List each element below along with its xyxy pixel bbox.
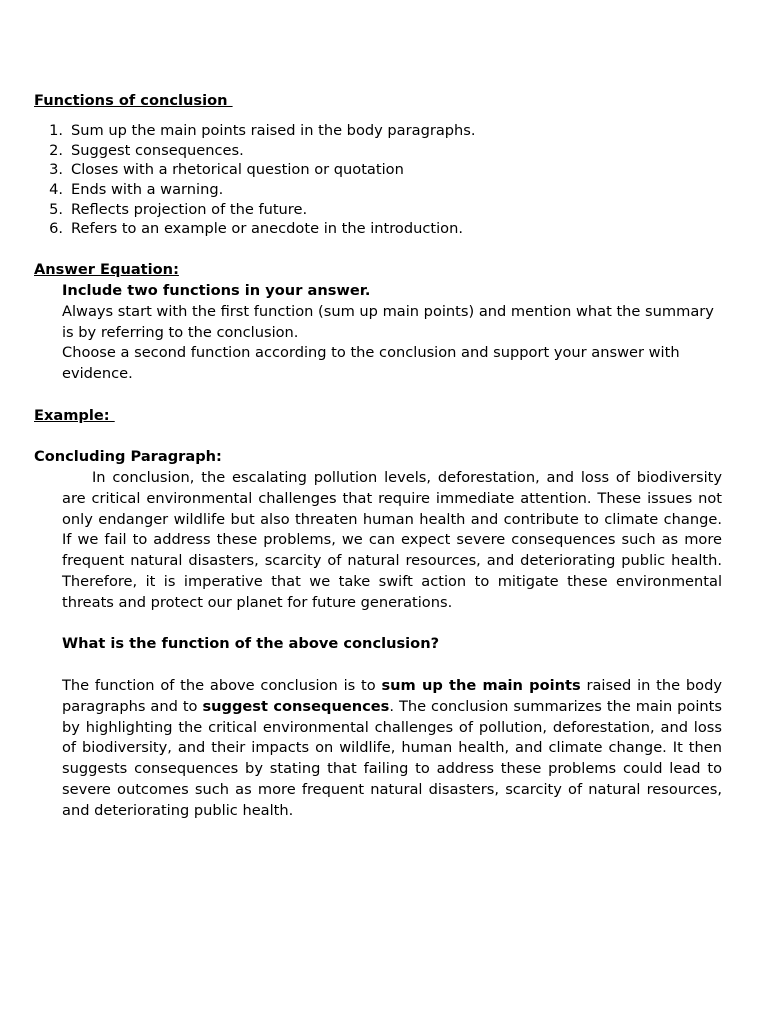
functions-list: [34, 121, 734, 239]
concluding-paragraph: In conclusion, the escalating pollution levels, deforestation, and loss of biodiversity are critical environmental challenges that require immediate attention. These issues not only endanger wildlife but also threaten human health and contribute to climate change. If we fail to address these problems, we can expect severe consequences such as more frequent natural disasters, scarcity of natural resources, and deteriorating public health. Therefore, it is imperative that we take swift action to mitigate these environmental threats and protect our planet for future generations.: [62, 469, 722, 611]
list-number: 3.: [49, 161, 63, 179]
list-text: Sum up the main points raised in the body paragraphs.: [71, 122, 476, 139]
list-text: Reflects projection of the future.: [71, 200, 308, 218]
answer-bold-1: sum up the main points: [381, 677, 581, 694]
answer-bold-2: suggest consequences: [202, 697, 390, 715]
concluding-paragraph-label: Concluding Paragraph:: [34, 448, 222, 465]
list-item: [34, 160, 734, 180]
answer-equation-heading: Answer Equation:: [34, 261, 179, 278]
list-item: [34, 200, 734, 220]
list-text: Ends with a warning.: [71, 181, 224, 199]
list-text: Closes with a rhetorical question or quotation: [71, 161, 404, 179]
answer-equation-instruction: Include two functions in your answer.: [62, 282, 371, 299]
functions-heading: Functions of conclusion: [34, 92, 233, 109]
list-text: Refers to an example or anecdote in the introduction.: [71, 220, 463, 238]
list-item: [34, 219, 734, 239]
answer-equation-line-2: Choose a second function according to the conclusion and support your answer with evidence.: [62, 344, 680, 383]
list-number: 4.: [49, 181, 63, 199]
answer-text-3: . The conclusion summarizes the main points by highlighting the critical environmental challenges of pollution, deforestation, and loss of biodiversity, and their impacts on wildlife, human health, and climate change. It then suggests consequences by stating that failing to address these problems could lead to severe outcomes such as more frequent natural disasters, scarcity of natural resources, and deteriorating public health.: [62, 697, 722, 819]
answer-text-1: The function of the above conclusion is to: [62, 677, 382, 694]
list-number: 5.: [49, 200, 63, 218]
answer-equation-line-1: Always start with the first function (sum up main points) and mention what the summary is by referring to the conclusion.: [62, 302, 714, 341]
example-question: What is the function of the above conclusion?: [62, 635, 440, 652]
list-item: [34, 141, 734, 161]
list-number: 1.: [49, 122, 63, 139]
list-item: [34, 121, 734, 141]
answer-text-2: raised in the body paragraphs and to: [62, 677, 722, 715]
list-number: 2.: [49, 141, 63, 159]
list-text: Suggest consequences.: [71, 141, 244, 159]
example-heading: Example:: [34, 407, 115, 424]
example-answer: [62, 676, 722, 822]
answer-equation-block: [62, 281, 722, 385]
list-item: [34, 180, 734, 200]
list-number: 6.: [49, 220, 63, 238]
